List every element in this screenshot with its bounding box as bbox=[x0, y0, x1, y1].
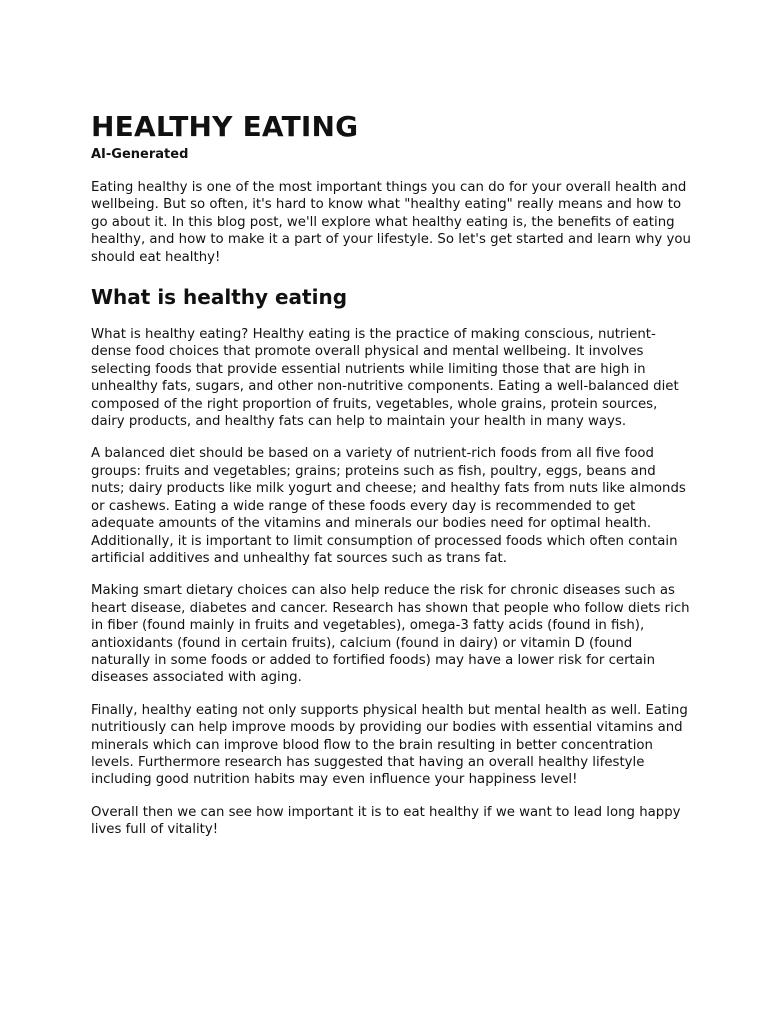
section-heading: What is healthy eating bbox=[91, 285, 348, 310]
document-subtitle: AI-Generated bbox=[91, 147, 189, 162]
body-paragraph: Making smart dietary choices can also help reduce the risk for chronic diseases such as heart disease, diabetes and cancer. Research has shown that people who follow diets rich in fiber (found mainly in fruits and vegetables), omega-3 fatty acids (found in fish), antioxidants (found in certain fruits), calcium (found in dairy) or vitamin D (found naturally in some foods or added to fortified foods) may have a lower risk for certain diseases associated with aging. bbox=[91, 583, 690, 686]
body-paragraph: Overall then we can see how important it is to eat healthy if we want to lead long happy lives full of vitality! bbox=[91, 804, 681, 838]
document-page bbox=[91, 110, 691, 839]
intro-paragraph: Eating healthy is one of the most important things you can do for your overall health and wellbeing. But so often, it's hard to know what "healthy eating" really means and how to go about it. In this blog post, we'll explore what healthy eating is, the benefits of eating healthy, and how to make it a part of your lifestyle. So let's get started and learn why you should eat healthy! bbox=[91, 180, 691, 265]
document-title: HEALTHY EATING bbox=[91, 110, 359, 143]
body-paragraph: A balanced diet should be based on a variety of nutrient-rich foods from all five food groups: fruits and vegetables; grains; proteins such as fish, poultry, eggs, beans and nuts; dairy products like milk yogurt and cheese; and healthy fats from nuts like almonds or cashews. Eating a wide range of these foods every day is recommended to get adequate amounts of the vitamins and minerals our bodies need for optimal health. Additionally, it is important to limit consumption of processed foods which often contain artificial additives and unhealthy fat sources such as trans fat. bbox=[91, 446, 686, 566]
body-paragraph: Finally, healthy eating not only supports physical health but mental health as well. Eating nutritiously can help improve moods by providing our bodies with essential vitamins and minerals which can improve blood flow to the brain resulting in better concentration levels. Furthermore research has suggested that having an overall healthy lifestyle including good nutrition habits may even influence your happiness level! bbox=[91, 702, 688, 788]
body-paragraph: What is healthy eating? Healthy eating is the practice of making conscious, nutrient-dense food choices that promote overall physical and mental wellbeing. It involves selecting foods that provide essential nutrients while limiting those that are high in unhealthy fats, sugars, and other non-nutritive components. Eating a well-balanced diet composed of the right proportion of fruits, vegetables, whole grains, protein sources, dairy products, and healthy fats can help to maintain your health in many ways. bbox=[91, 327, 679, 430]
